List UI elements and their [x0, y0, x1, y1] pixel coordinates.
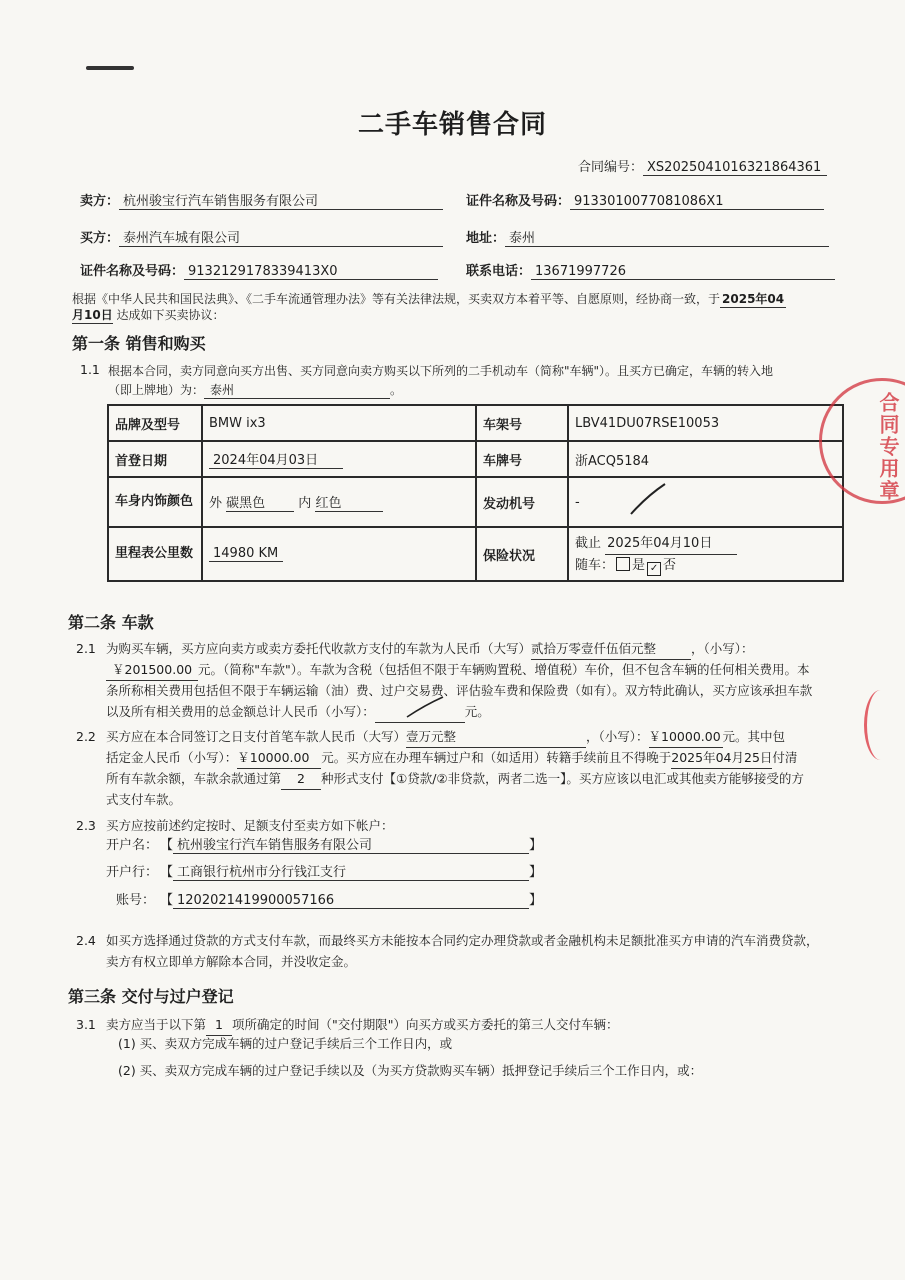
clause-3-1-option-2: (2) 买、卖双方完成车辆的过户登记手续以及（为买方贷款购买车辆）抵押登记手续后三个工作日内，或：: [118, 1063, 703, 1078]
clause-2-1-text-a: 为购买车辆，买方应向卖方或卖方委托代收款方支付的车款为人民币（大写）: [106, 641, 532, 656]
buyer-id-value: 9132129178339413X0: [184, 264, 438, 280]
buyer-row: [80, 227, 443, 247]
checkbox-no[interactable]: ✓: [647, 562, 661, 576]
clause-2-2-line-3: [106, 768, 804, 790]
seal-edge-mark: [864, 690, 897, 760]
clause-3-1-text-a: 卖方应当于以下第: [106, 1017, 207, 1032]
clause-2-3-text: 买方应按前述约定按时、足额支付至卖方如下帐户：: [106, 818, 394, 833]
contract-number: [578, 156, 827, 176]
buyer-phone-value: 13671997726: [531, 264, 835, 280]
intro-date-a: 2025年04: [722, 292, 785, 306]
bracket-left: 【: [160, 838, 174, 853]
table-row: [108, 441, 843, 477]
buyer-address-value: 泰州: [505, 227, 829, 247]
clause-2-2-text-a: 买方应在本合同签订之日支付首笔车款人民币（大写）: [106, 729, 407, 744]
clause-2-4-line-2: 卖方有权立即单方解除本合同，并没收定金。: [106, 954, 357, 969]
table-row: [108, 405, 843, 441]
clause-2-2-text-f: 付清: [772, 750, 798, 765]
engine-cell: [568, 477, 843, 527]
account-bank-value: 工商银行杭州市分行钱江支行: [173, 861, 529, 881]
section-2-title: 第二条 车款: [68, 613, 154, 632]
color-cell: [202, 477, 476, 527]
accompany-label: 随车：: [575, 557, 615, 573]
clause-2-1-line-1: [106, 638, 754, 660]
reg-date-cell: [202, 441, 476, 477]
buyer-address-row: [466, 227, 829, 247]
account-bank-label: 开户行：: [106, 865, 159, 880]
insurance-prefix: 截止: [575, 535, 602, 551]
mileage-label: 里程表公里数: [108, 527, 202, 581]
engine-value: -: [575, 494, 580, 510]
intro-text-2: 达成如下买卖协议：: [116, 308, 225, 322]
seller-label: 卖方：: [80, 194, 120, 209]
contract-seal-text: 合同专用章: [876, 392, 900, 502]
buyer-phone-label: 联系电话：: [466, 264, 532, 279]
account-bank-row: [106, 861, 542, 881]
insurance-line-1: [575, 533, 836, 555]
buyer-address-label: 地址：: [466, 231, 506, 246]
clause-2-2-method: 2: [281, 768, 321, 790]
insurance-line-2: [575, 555, 836, 576]
buyer-name: 泰州汽车城有限公司: [119, 227, 443, 247]
account-name-label: 开户名：: [106, 838, 159, 853]
contract-number-label: 合同编号：: [578, 160, 644, 175]
strike-mark: [629, 482, 669, 518]
clause-2-2-due-date: 2025年04月25日: [671, 747, 772, 769]
bracket-right: 】: [529, 865, 543, 880]
checkbox-no-label: 否: [663, 557, 677, 573]
clause-2-2-text-b: ，（小写）：: [586, 729, 649, 744]
mileage-cell: [202, 527, 476, 581]
clause-3-1-text-b: 项所确定的时间（"交付期限"）向买方或买方委托的第三人交付车辆：: [232, 1017, 619, 1032]
brand-label: 品牌及型号: [108, 405, 202, 441]
buyer-phone-row: [466, 260, 835, 280]
insurance-cell: [568, 527, 843, 581]
reg-date-value: 2024年04月03日: [209, 449, 343, 469]
clause-2-1-total-blank: [375, 701, 465, 723]
clause-3-1-item: 1: [206, 1014, 232, 1036]
clause-2-3-number: 2.3: [76, 818, 96, 833]
intro-text: 根据《中华人民共和国民法典》、《二手车流通管理办法》等有关法律法规，买卖双方本着平等、自愿原则，经协商一致，于: [72, 292, 721, 306]
seller-id-row: [466, 190, 824, 210]
clause-2-1-text-c: 元。（简称"车款"）。车款为含税（包括但不限于车辆购置税、增值税）车价，但不包含车辆的任何相关费用。本: [198, 662, 810, 677]
intro-line-2: [72, 306, 225, 324]
buyer-label: 买方：: [80, 231, 120, 246]
clause-2-4-line-1: 如买方选择通过贷款的方式支付车款，而最终买方未能按本合同约定办理贷款或者金融机构未足额批准买方申请的汽车消费贷款，: [106, 933, 819, 948]
clause-2-2-number: 2.2: [76, 729, 96, 744]
clause-1-1-line-2: [108, 381, 402, 399]
plate-value: 浙ACQ5184: [568, 441, 843, 477]
contract-title: 二手车销售合同: [357, 110, 547, 140]
clause-1-1-text-2: （即上牌地）为：: [108, 383, 205, 397]
bracket-right: 】: [529, 838, 543, 853]
table-row: [108, 527, 843, 581]
clause-2-1-line-3: 条所称相关费用包括但不限于车辆运输（油）费、过户交易费、评估验车费和保险费（如有）。双方特此确认，买方应该承担车款: [106, 683, 813, 698]
vin-value: LBV41DU07RSE10053: [568, 405, 843, 441]
account-name-value: 杭州骏宝行汽车销售服务有限公司: [173, 834, 529, 854]
clause-2-2-text-c: 元。其中包: [722, 729, 786, 744]
mileage-value: 14980 KM: [209, 546, 283, 562]
clause-2-1-line-2: [106, 659, 810, 681]
clause-2-2-first: ￥10000.00: [649, 726, 723, 748]
brand-value: BMW ix3: [202, 405, 476, 441]
clause-2-2-first-cn: 壹万元整: [406, 726, 586, 748]
clause-2-1-line-4: [106, 701, 490, 723]
clause-2-1-text-b: ，（小写）：: [691, 641, 754, 656]
seller-id-label: 证件名称及号码：: [466, 194, 571, 209]
clause-2-2-line-1: [106, 726, 785, 748]
clause-1-1-number: 1.1: [80, 362, 100, 377]
section-1-title: 第一条 销售和购买: [72, 334, 206, 353]
checkbox-yes[interactable]: [616, 557, 630, 571]
clause-2-1-text-e: 元。: [464, 704, 490, 719]
vin-label: 车架号: [476, 405, 568, 441]
color-label: 车身内饰颜色: [108, 477, 202, 527]
account-number-row: [116, 889, 542, 909]
clause-2-1-amount: ￥201500.00: [106, 659, 198, 681]
account-name-row: [106, 834, 542, 854]
strike-mark: [405, 695, 445, 719]
scan-mark: [86, 66, 134, 70]
clause-2-1-amount-cn: 贰拾万零壹仟伍佰元整: [531, 638, 691, 660]
clause-2-1-text-d: 以及所有相关费用的总金额总计人民币（小写）：: [106, 704, 375, 719]
seller-row: [80, 190, 443, 210]
account-number-value: 1202021419900057166: [173, 893, 529, 909]
checkbox-yes-label: 是: [632, 557, 646, 573]
section-3-title: 第三条 交付与过户登记: [68, 987, 234, 1006]
clause-2-2-text-d: 括定金人民币（小写）：: [106, 750, 238, 765]
clause-2-2-text-h: 种形式支付【①贷款/②非贷款，两者二选一】。买方应该以电汇或其他卖方能够接受的方: [321, 771, 804, 786]
bracket-right: 】: [529, 893, 543, 908]
seller-name: 杭州骏宝行汽车销售服务有限公司: [119, 190, 443, 210]
bracket-left: 【: [160, 865, 174, 880]
buyer-id-row: [80, 260, 438, 280]
clause-2-2-deposit: ￥10000.00: [237, 747, 321, 769]
reg-date-label: 首登日期: [108, 441, 202, 477]
clause-2-2-line-4: 式支付车款。: [106, 792, 182, 807]
clause-2-2-text-g: 所有车款余额，车款余款通过第: [106, 771, 282, 786]
intro-date-b: 月10日: [72, 308, 113, 322]
vehicle-table: [107, 404, 844, 582]
clause-3-1-number: 3.1: [76, 1017, 96, 1032]
engine-label: 发动机号: [476, 477, 568, 527]
exterior-prefix: 外: [209, 496, 223, 511]
exterior-color: 碳黑色: [226, 492, 294, 512]
interior-prefix: 内: [298, 496, 312, 511]
plate-label: 车牌号: [476, 441, 568, 477]
clause-2-2-line-2: [106, 747, 797, 769]
contract-number-value: XS2025041016321864361: [643, 160, 827, 176]
insurance-date: 2025年04月10日: [605, 533, 737, 555]
buyer-id-label: 证件名称及号码：: [80, 264, 185, 279]
seller-id-value: 9133010077081086X1: [570, 194, 824, 210]
clause-1-1-end: 。: [390, 383, 403, 397]
interior-color: 红色: [315, 492, 383, 512]
insurance-label: 保险状况: [476, 527, 568, 581]
bracket-left: 【: [160, 893, 174, 908]
clause-2-4-number: 2.4: [76, 933, 96, 948]
table-row: [108, 477, 843, 527]
clause-1-1-place: 泰州: [204, 381, 390, 399]
clause-3-1-option-1: (1) 买、卖双方完成车辆的过户登记手续后三个工作日内，或: [118, 1036, 453, 1051]
account-number-label: 账号：: [116, 893, 156, 908]
clause-1-1-line-1: 根据本合同，卖方同意向买方出售、买方同意向卖方购买以下所列的二手机动车（简称"车辆"）。且买方已确定，车辆的转入地: [108, 364, 774, 378]
clause-2-2-text-e: 元。买方应在办理车辆过户和（如适用）转籍手续前且不得晚于: [321, 750, 672, 765]
clause-2-1-number: 2.1: [76, 641, 96, 656]
